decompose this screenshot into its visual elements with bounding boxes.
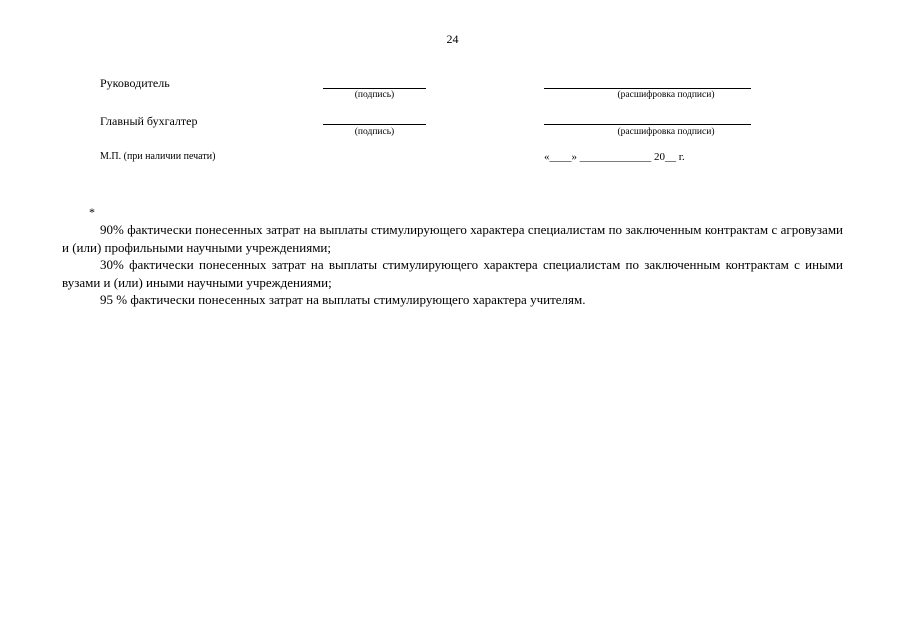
date-line: «____» _____________ 20__ г. — [544, 151, 685, 163]
footnote-notes — [62, 221, 843, 309]
note-paragraph: 95 % фактически понесенных затрат на выплаты стимулирующего характера учителям. — [100, 292, 586, 307]
signature-caption-head: (подпись) — [354, 90, 395, 100]
decoding-line-head — [544, 88, 751, 89]
page-number: 24 — [446, 32, 459, 46]
note-paragraph: 30% фактически понесенных затрат на выплаты стимулирующего характера специалистам по заключенным контрактам с иными вузами и (или) иными научными учреждениями; — [62, 257, 843, 290]
decoding-caption-accountant: (расшифровка подписи) — [617, 127, 715, 137]
signature-caption-accountant: (подпись) — [354, 127, 395, 137]
note-paragraph: 90% фактически понесенных затрат на выплаты стимулирующего характера специалистам по заключенным контрактам с агровузами и (или) профильными научными учреждениями; — [62, 222, 843, 255]
stamp-label: М.П. (при наличии печати) — [100, 151, 216, 162]
signature-line-accountant — [323, 124, 426, 125]
footnote-marker: * — [89, 205, 95, 219]
decoding-line-accountant — [544, 124, 751, 125]
signature-role-head: Руководитель — [100, 76, 170, 90]
signature-role-accountant: Главный бухгалтер — [100, 114, 198, 128]
signature-line-head — [323, 88, 426, 89]
decoding-caption-head: (расшифровка подписи) — [617, 90, 715, 100]
